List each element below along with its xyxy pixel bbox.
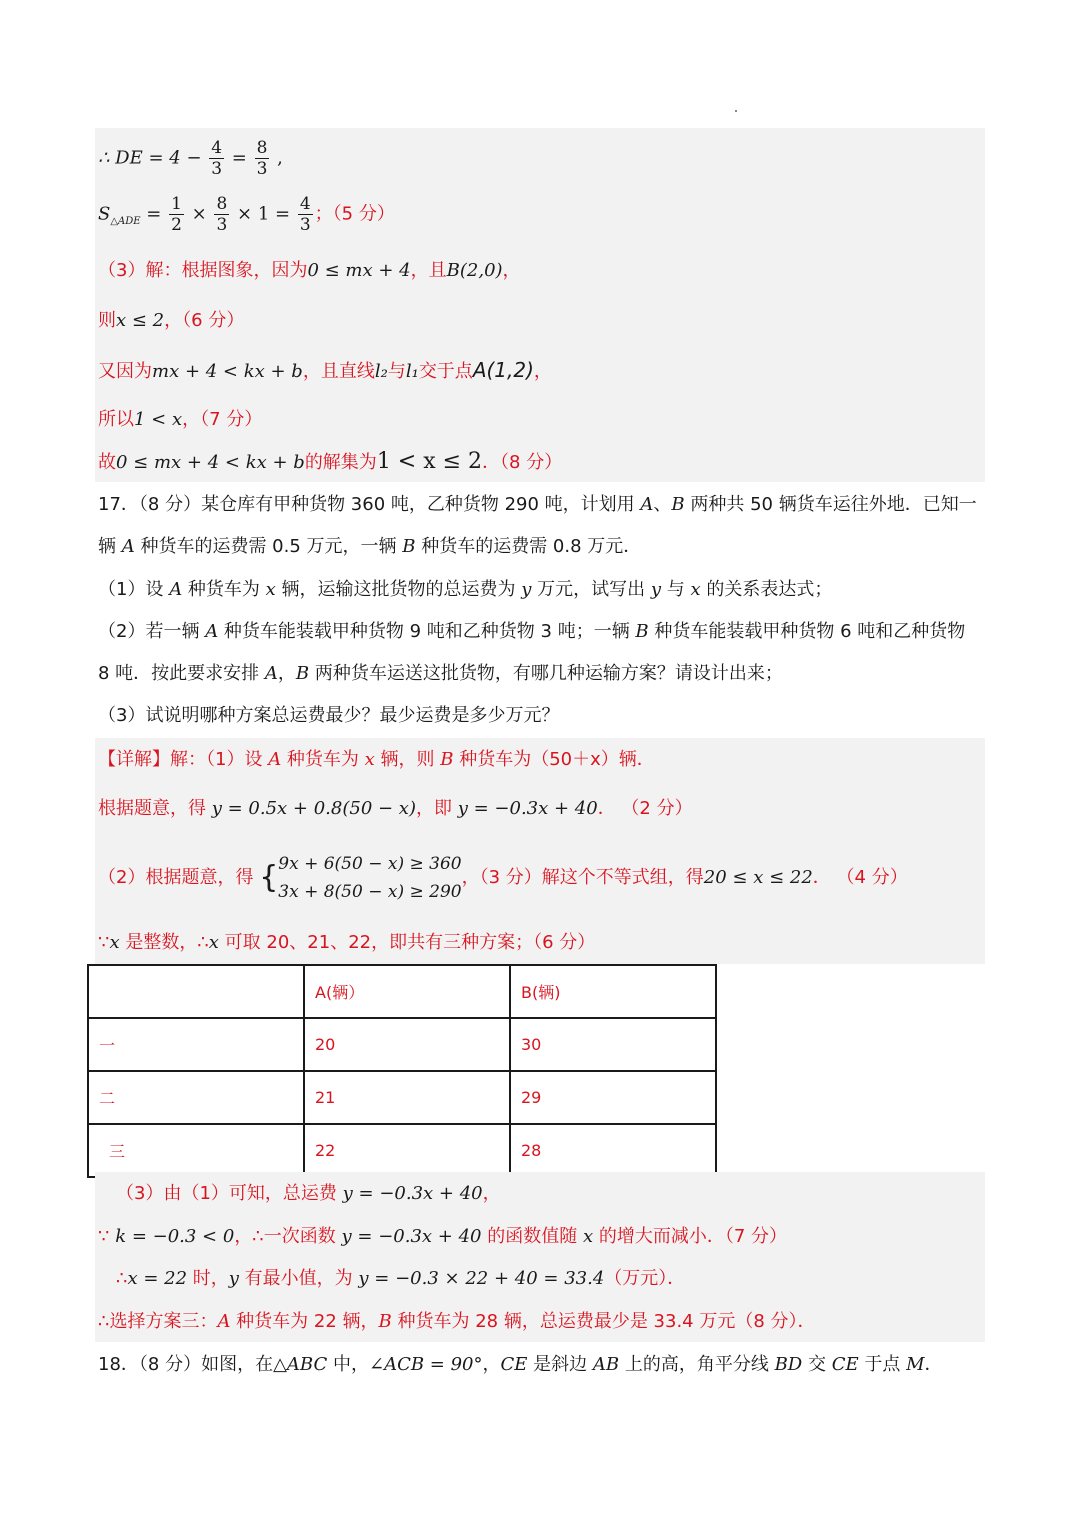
text: 、: [653, 494, 672, 515]
q17-line-4: [98, 618, 965, 646]
table-cell: 二: [88, 1071, 304, 1124]
text: 可取 20、21、22，即共有三种方案；（6 分）: [218, 932, 596, 953]
math: 20 ≤ x ≤ 22: [703, 867, 813, 888]
math: x: [208, 932, 219, 953]
table-cell: 三: [88, 1124, 304, 1177]
s16-line-x-le-2: [98, 307, 244, 335]
text: 是整数，∴: [119, 932, 209, 953]
text: 交: [802, 1354, 832, 1375]
ineq-1: 9x + 6(50 − x) ≥ 360: [278, 854, 462, 874]
text: 两种货车运送这批货物，有哪几种运输方案？请设计出来；: [309, 663, 783, 684]
page-dot: [735, 110, 737, 112]
text: 根据题意，得: [98, 798, 212, 819]
sol17-line-1: [98, 746, 655, 774]
math: AB: [592, 1354, 620, 1375]
text: 的解集为: [304, 452, 377, 473]
math: A: [121, 536, 135, 557]
q17-line-6: [98, 702, 559, 730]
fraction-4-3b: [298, 194, 313, 235]
math: y = −0.3x + 40: [342, 1183, 483, 1204]
text: 种货车为 22 辆，: [230, 1311, 379, 1332]
table-row: [88, 1018, 716, 1071]
s16-line-area: [98, 194, 395, 236]
text: 种货车的运费需 0.5 万元，一辆: [134, 536, 403, 557]
math: B: [671, 494, 685, 515]
text: 18．（8 分）如图，在: [98, 1354, 274, 1375]
s16-line-de: [98, 138, 283, 179]
sol17b-line-3: [116, 1265, 685, 1293]
text: 种货车能装载甲种货物 9 吨和乙种货物 3 吨；一辆: [218, 621, 636, 642]
text: 辆，则: [374, 749, 441, 770]
text: ，即: [415, 798, 458, 819]
math: 0 ≤ mx + 4: [307, 260, 411, 281]
text: ∴: [116, 1268, 128, 1289]
num: 8: [256, 138, 268, 158]
math: x ≤ 2: [116, 310, 165, 331]
text: 种货车能装载甲种货物 6 吨和乙种货物: [648, 621, 966, 642]
table-cell: 29: [510, 1071, 716, 1124]
text: 两种共 50 辆货车运往外地．已知一: [684, 494, 977, 515]
text: ，且直线: [302, 361, 375, 382]
text: ，（3 分）解这个不等式组，得: [461, 867, 704, 888]
math: x: [582, 1226, 594, 1247]
math: B(2,0): [446, 260, 503, 281]
table-cell: 20: [304, 1018, 510, 1071]
den: 3: [211, 159, 223, 179]
text: ．: [924, 1354, 943, 1375]
text: 辆，运输这批货物的总运费为: [275, 579, 522, 600]
q17-line-1: [98, 491, 977, 519]
math: x: [109, 932, 120, 953]
ineq-2: 3x + 8(50 − x) ≥ 290: [278, 882, 462, 902]
sol17-line-2: [98, 795, 693, 823]
math: A: [205, 621, 219, 642]
table-header-cell: B(辆): [510, 965, 716, 1018]
text: 是斜边: [527, 1354, 593, 1375]
text: 有最小值，为: [238, 1268, 359, 1289]
text: 万元，试写出: [531, 579, 651, 600]
math-answer: 1 < x ≤ 2: [376, 449, 483, 474]
math: 0 ≤ mx + 4 < kx + b: [116, 452, 305, 473]
times: ×: [185, 203, 213, 225]
math: CE: [831, 1354, 859, 1375]
text: 则: [98, 310, 116, 331]
text: 所以: [98, 409, 134, 430]
text: （3）试说明哪种方案总运费最少？最少运费是多少万元？: [98, 705, 560, 726]
math: y = −0.3 × 22 + 40 = 33.4: [358, 1268, 605, 1289]
text: ．（8 分）: [482, 452, 563, 473]
q17-line-5: [98, 660, 783, 688]
fraction-1-2: [169, 194, 184, 235]
text: 与: [661, 579, 691, 600]
text: ． （2 分）: [597, 798, 693, 819]
table-row: [88, 1071, 716, 1124]
text: ，∴一次函数: [234, 1226, 342, 1247]
table-header-cell: A(辆）: [304, 965, 510, 1018]
math: B: [635, 621, 649, 642]
text: （2）若一辆: [98, 621, 206, 642]
plan-table: [87, 964, 717, 1178]
fraction-4-3: [209, 138, 224, 179]
text: ∵: [98, 1226, 116, 1247]
text: 交于点: [418, 361, 473, 382]
math: y: [228, 1268, 239, 1289]
math: x: [364, 749, 375, 770]
inequality-system: [278, 850, 461, 906]
equals: =: [140, 203, 168, 225]
text: ，（7 分）: [182, 409, 263, 430]
text: 时，: [187, 1268, 229, 1289]
text: 中，: [327, 1354, 369, 1375]
s16-line-conclusion: [98, 448, 562, 477]
math: CE: [500, 1354, 528, 1375]
text: 又因为: [98, 361, 152, 382]
math: x: [265, 579, 276, 600]
num: 8: [216, 194, 228, 214]
text: 的函数值随: [481, 1226, 583, 1247]
math: A(1,2): [472, 358, 534, 382]
den: 3: [256, 159, 268, 179]
text: 种货车为 28 辆，总运费最少是 33.4 万元（8 分）．: [391, 1311, 816, 1332]
text: 8 吨．按此要求安排: [98, 663, 265, 684]
math: k = −0.3 < 0: [115, 1226, 235, 1247]
math: M: [906, 1354, 925, 1375]
s16-line-part3: [98, 257, 521, 285]
text: ，（6 分）: [164, 310, 245, 331]
area-symbol: S: [98, 203, 111, 225]
table-header-row: [88, 965, 716, 1018]
text: 辆: [98, 536, 122, 557]
times-one: × 1 =: [231, 203, 296, 225]
den: 3: [216, 215, 228, 235]
math: y = −0.3x + 40: [341, 1226, 482, 1247]
math: B: [378, 1311, 392, 1332]
fraction-8-3: [255, 138, 270, 179]
text: ∴选择方案三：: [98, 1311, 218, 1332]
math: A: [217, 1311, 231, 1332]
text: 故: [98, 452, 116, 473]
num: 4: [211, 138, 223, 158]
s16-line-1-lt-x: [98, 406, 262, 434]
text: 种货车为: [281, 749, 365, 770]
num: 4: [299, 194, 311, 214]
math: x = 22: [127, 1268, 188, 1289]
math: B: [295, 663, 310, 684]
table-cell: 21: [304, 1071, 510, 1124]
text: 种货车为: [182, 579, 266, 600]
sol17b-line-1: [116, 1180, 501, 1208]
text: ． （4 分）: [812, 867, 908, 888]
math: y = 0.5x + 0.8(50 − x): [211, 798, 416, 819]
text: ，: [277, 663, 296, 684]
comma: ,: [271, 147, 283, 169]
table-cell: 28: [510, 1124, 716, 1177]
text: ，: [502, 260, 521, 281]
num: 1: [171, 194, 182, 214]
den: 2: [171, 215, 182, 235]
text: 种货车的运费需 0.8 万元．: [415, 536, 642, 557]
math: x: [690, 579, 701, 600]
score-5: ；（5 分）: [314, 203, 395, 225]
text: （3）解：根据图象，因为: [98, 260, 308, 281]
s16-line-intersect: [98, 356, 552, 386]
math: l₁: [405, 361, 419, 382]
q18-line: [98, 1351, 943, 1379]
text: ，: [482, 1183, 501, 1204]
text: 的关系表达式；: [700, 579, 833, 600]
text: 种货车为（50＋x）辆．: [453, 749, 655, 770]
den: 3: [299, 215, 311, 235]
text: 17．（8 分）某仓库有甲种货物 360 吨，乙种货物 290 吨，计划用: [98, 494, 641, 515]
math: mx + 4 < kx + b: [152, 361, 303, 382]
table-row: [88, 1124, 716, 1177]
math: △ABC: [273, 1354, 328, 1375]
text: 【详解】解：（1）设: [98, 749, 269, 770]
math: y: [521, 579, 532, 600]
text: （2）根据题意，得: [98, 867, 260, 888]
math: ∠ACB = 90°: [369, 1354, 483, 1375]
math: B: [402, 536, 416, 557]
text: （3）由（1）可知，总运费: [116, 1183, 343, 1204]
math: l₂: [374, 361, 388, 382]
math: 1 < x: [134, 409, 183, 430]
q17-line-2: [98, 533, 641, 561]
math: B: [440, 749, 454, 770]
table-header-cell: [88, 965, 304, 1018]
math: A: [169, 579, 183, 600]
text: 上的高，角平分线: [619, 1354, 775, 1375]
math: y: [650, 579, 662, 600]
text: ，: [533, 361, 552, 382]
text: ∵: [98, 932, 110, 953]
sol17b-line-4: [98, 1308, 816, 1336]
math: A: [268, 749, 282, 770]
text: 的增大而减小．（7 分）: [593, 1226, 787, 1247]
math: BD: [774, 1354, 803, 1375]
table-cell: 一: [88, 1018, 304, 1071]
table-cell: 30: [510, 1018, 716, 1071]
text: 与: [387, 361, 406, 382]
de-expr: ∴ DE = 4 −: [98, 147, 208, 169]
text: （1）设: [98, 579, 170, 600]
text: 于点: [858, 1354, 907, 1375]
math: y = −0.3x + 40: [457, 798, 598, 819]
sol17-line-3: [98, 850, 908, 906]
text: ，: [482, 1354, 501, 1375]
area-subscript: △ADE: [110, 216, 141, 228]
sol17-line-4: [98, 929, 595, 957]
brace: {: [259, 860, 279, 895]
text: ，且: [410, 260, 447, 281]
fraction-8-3b: [214, 194, 229, 235]
sol17b-line-2: [98, 1223, 787, 1251]
math: A: [264, 663, 278, 684]
math: A: [640, 494, 654, 515]
text: （万元）．: [604, 1268, 686, 1289]
equals: =: [226, 147, 253, 169]
q17-line-3: [98, 576, 832, 604]
table-cell: 22: [304, 1124, 510, 1177]
